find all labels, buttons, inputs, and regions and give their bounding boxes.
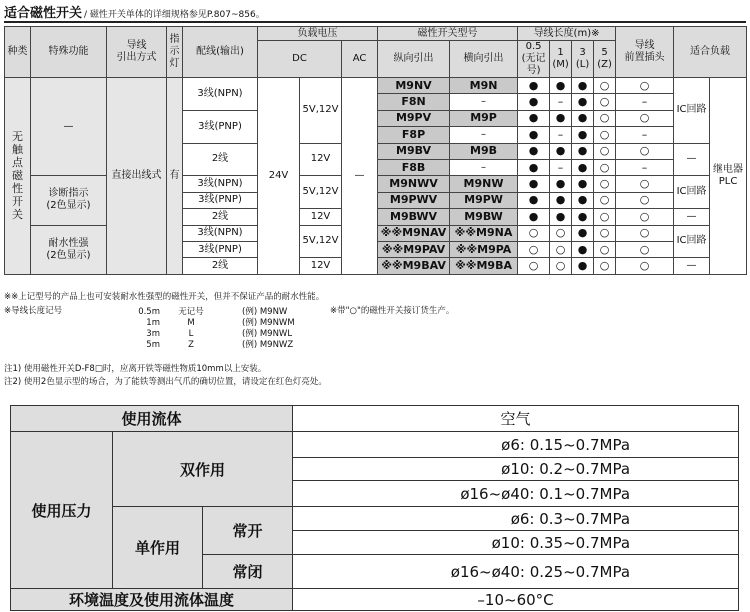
temperature-label: 环境温度及使用流体温度 bbox=[11, 589, 293, 611]
dc-voltage-cell: 12V bbox=[300, 143, 342, 176]
len-5-mark: ○ bbox=[594, 110, 616, 126]
len-1-mark: ○ bbox=[550, 241, 572, 257]
horizontal-model: ※※M9BA bbox=[450, 258, 518, 274]
header-lead-entry: 导线 引出方式 bbox=[107, 27, 167, 78]
connector-mark: – bbox=[616, 159, 674, 175]
single-acting-value: ø10: 0.35~0.7MPa bbox=[293, 531, 739, 555]
len-5-mark: ○ bbox=[594, 241, 616, 257]
len-5-mark: ○ bbox=[594, 225, 616, 241]
temperature-value: –10~60°C bbox=[293, 589, 739, 611]
table-row bbox=[5, 78, 747, 94]
switch-table bbox=[4, 26, 747, 275]
header-switch-model: 磁性开关型号 bbox=[378, 27, 518, 41]
function-water-cell: 耐水性强 (2色显示) bbox=[31, 225, 107, 274]
note-length-code-label: ※导线长度记号 bbox=[4, 306, 63, 316]
vertical-model: M9NV bbox=[378, 78, 450, 94]
len-5-mark: ○ bbox=[594, 176, 616, 192]
length-example: (例) M9NWL bbox=[242, 329, 293, 339]
vertical-model: M9PWV bbox=[378, 192, 450, 208]
connector-mark: ○ bbox=[616, 78, 674, 94]
len-5-mark: ○ bbox=[594, 159, 616, 175]
header-len-05: 0.5 (无记号) bbox=[518, 41, 550, 78]
double-acting-value: ø6: 0.15~0.7MPa bbox=[293, 432, 739, 458]
len-5-mark: ○ bbox=[594, 192, 616, 208]
horizontal-model: M9N bbox=[450, 78, 518, 94]
horizontal-model: M9PW bbox=[450, 192, 518, 208]
wiring-cell: 3线(PNP) bbox=[183, 241, 258, 257]
note-1: 注1) 使用磁性开关D-F8□时，应离开铁等磁性物质10mm以上安装。 bbox=[4, 364, 267, 374]
dc-voltage-cell: 12V bbox=[300, 258, 342, 274]
load-relay-cell: 继电器 PLC bbox=[710, 78, 747, 275]
table-row bbox=[11, 432, 739, 458]
len-05-mark: ○ bbox=[518, 241, 550, 257]
connector-mark: ○ bbox=[616, 110, 674, 126]
horizontal-model: – bbox=[450, 159, 518, 175]
len-3-mark: ● bbox=[572, 94, 594, 110]
length-code: 无记号 bbox=[178, 307, 204, 317]
len-05-mark: ● bbox=[518, 110, 550, 126]
wiring-cell: 2线 bbox=[183, 258, 258, 274]
note-made-to-order: ※带"○"的磁性开关接订货生产。 bbox=[330, 306, 455, 316]
horizontal-model: M9P bbox=[450, 110, 518, 126]
vertical-model: F8P bbox=[378, 127, 450, 143]
connector-mark: ○ bbox=[616, 192, 674, 208]
len-3-mark: ● bbox=[572, 192, 594, 208]
len-5-mark: ○ bbox=[594, 143, 616, 159]
connector-mark: ○ bbox=[616, 143, 674, 159]
len-5-mark: ○ bbox=[594, 78, 616, 94]
len-3-mark: ● bbox=[572, 159, 594, 175]
fluid-label: 使用流体 bbox=[11, 406, 293, 432]
header-lead-length: 导线长度(m)※ bbox=[518, 27, 616, 41]
horizontal-model: ※※M9PA bbox=[450, 241, 518, 257]
fluid-value: 空气 bbox=[293, 406, 739, 432]
table-row bbox=[11, 406, 739, 432]
vertical-model: F8B bbox=[378, 159, 450, 175]
pressure-label: 使用压力 bbox=[11, 432, 113, 589]
function-none-cell: — bbox=[31, 78, 107, 176]
length-example: (例) M9NWZ bbox=[242, 340, 294, 350]
len-1-mark: ● bbox=[550, 192, 572, 208]
length-value: 0.5m bbox=[138, 307, 160, 317]
len-05-mark: ● bbox=[518, 209, 550, 225]
horizontal-model: – bbox=[450, 127, 518, 143]
len-1-mark: ● bbox=[550, 209, 572, 225]
len-3-mark: ● bbox=[572, 241, 594, 257]
ac-cell: — bbox=[342, 78, 378, 275]
len-3-mark: ● bbox=[572, 258, 594, 274]
connector-mark: ○ bbox=[616, 225, 674, 241]
vertical-model: M9BV bbox=[378, 143, 450, 159]
header-vertical-lead: 纵向引出 bbox=[378, 41, 450, 78]
header-connector: 导线 前置插头 bbox=[616, 27, 674, 78]
length-code: L bbox=[188, 329, 194, 339]
len-3-mark: ● bbox=[572, 176, 594, 192]
connector-mark: ○ bbox=[616, 241, 674, 257]
connector-mark: ○ bbox=[616, 258, 674, 274]
len-1-mark: – bbox=[550, 127, 572, 143]
single-acting-value: ø16~ø40: 0.25~0.7MPa bbox=[293, 555, 739, 589]
len-3-mark: ● bbox=[572, 225, 594, 241]
load-ic-cell: IC回路 bbox=[674, 225, 710, 258]
single-acting-label: 单作用 bbox=[113, 507, 203, 589]
header-special-function: 特殊功能 bbox=[31, 27, 107, 78]
pressure-table bbox=[10, 405, 739, 611]
vertical-model: ※※M9BAV bbox=[378, 258, 450, 274]
length-value: 1m bbox=[146, 318, 160, 328]
load-dash-cell: — bbox=[674, 258, 710, 274]
wiring-cell: 3线(NPN) bbox=[183, 176, 258, 192]
len-1-mark: – bbox=[550, 159, 572, 175]
length-code: M bbox=[187, 318, 195, 328]
len-1-mark: ● bbox=[550, 143, 572, 159]
section-title bbox=[4, 2, 265, 20]
len-1-mark: – bbox=[550, 94, 572, 110]
load-dash-cell: — bbox=[674, 209, 710, 225]
length-code: Z bbox=[188, 340, 194, 350]
len-5-mark: ○ bbox=[594, 127, 616, 143]
length-example: (例) M9NW bbox=[242, 307, 288, 317]
dc-voltage-cell: 5V,12V bbox=[300, 176, 342, 209]
horizontal-model: M9BW bbox=[450, 209, 518, 225]
header-len-1: 1 (M) bbox=[550, 41, 572, 78]
wiring-cell: 2线 bbox=[183, 209, 258, 225]
load-ic-cell: IC回路 bbox=[674, 78, 710, 144]
header-horizontal-lead: 横向引出 bbox=[450, 41, 518, 78]
vertical-model: ※※M9PAV bbox=[378, 241, 450, 257]
horizontal-model: M9B bbox=[450, 143, 518, 159]
len-5-mark: ○ bbox=[594, 94, 616, 110]
connector-mark: – bbox=[616, 94, 674, 110]
header-load-voltage: 负载电压 bbox=[258, 27, 378, 41]
len-1-mark: ● bbox=[550, 176, 572, 192]
title-rule bbox=[4, 21, 746, 23]
len-05-mark: ○ bbox=[518, 225, 550, 241]
len-05-mark: ● bbox=[518, 159, 550, 175]
wiring-cell: 2线 bbox=[183, 143, 258, 176]
length-value: 3m bbox=[146, 329, 160, 339]
double-acting-label: 双作用 bbox=[113, 432, 293, 507]
len-05-mark: ● bbox=[518, 127, 550, 143]
horizontal-model: ※※M9NA bbox=[450, 225, 518, 241]
header-ac: AC bbox=[342, 41, 378, 78]
len-05-mark: ● bbox=[518, 192, 550, 208]
note-2: 注2) 使用2色显示型的场合，为了能铁等测出气爪的确切位置，请设定在红色灯亮处。 bbox=[4, 377, 327, 387]
len-05-mark: ● bbox=[518, 143, 550, 159]
len-3-mark: ● bbox=[572, 78, 594, 94]
load-dash-cell: — bbox=[674, 143, 710, 176]
double-acting-value: ø16~ø40: 0.1~0.7MPa bbox=[293, 481, 739, 507]
vertical-model: M9NWV bbox=[378, 176, 450, 192]
header-len-5: 5 (Z) bbox=[594, 41, 616, 78]
len-3-mark: ● bbox=[572, 110, 594, 126]
len-1-mark: ● bbox=[550, 110, 572, 126]
horizontal-model: M9NW bbox=[450, 176, 518, 192]
single-acting-value: ø6: 0.3~0.7MPa bbox=[293, 507, 739, 531]
dc-voltage-cell: 5V,12V bbox=[300, 78, 342, 144]
double-acting-value: ø10: 0.2~0.7MPa bbox=[293, 458, 739, 481]
load-ic-cell: IC回路 bbox=[674, 176, 710, 209]
header-len-3: 3 (L) bbox=[572, 41, 594, 78]
header-dc: DC bbox=[258, 41, 342, 78]
len-05-mark: ○ bbox=[518, 258, 550, 274]
wiring-cell: 3线(NPN) bbox=[183, 78, 258, 111]
table-row bbox=[11, 507, 739, 531]
dc-24v-cell: 24V bbox=[258, 78, 300, 275]
len-1-mark: ○ bbox=[550, 258, 572, 274]
header-indicator: 指 示 灯 bbox=[167, 27, 183, 78]
dc-voltage-cell: 12V bbox=[300, 209, 342, 225]
len-1-mark: ● bbox=[550, 78, 572, 94]
section-title-main: 适合磁性开关 bbox=[4, 6, 83, 21]
connector-mark: ○ bbox=[616, 176, 674, 192]
connector-mark: – bbox=[616, 127, 674, 143]
connector-mark: ○ bbox=[616, 209, 674, 225]
type-cell: 无 触 点 磁 性 开 关 bbox=[5, 78, 31, 275]
len-3-mark: ● bbox=[572, 143, 594, 159]
function-diag-cell: 诊断指示 (2色显示) bbox=[31, 176, 107, 225]
header-applicable-load: 适合负载 bbox=[674, 27, 747, 78]
table-row bbox=[11, 589, 739, 611]
len-5-mark: ○ bbox=[594, 209, 616, 225]
vertical-model: F8N bbox=[378, 94, 450, 110]
wiring-cell: 3线(PNP) bbox=[183, 192, 258, 208]
header-type: 种类 bbox=[5, 27, 31, 78]
section-title-subtitle: / 磁性开关单体的详细规格参见P.807~856。 bbox=[84, 10, 265, 20]
horizontal-model: – bbox=[450, 94, 518, 110]
len-5-mark: ○ bbox=[594, 258, 616, 274]
len-3-mark: ● bbox=[572, 127, 594, 143]
vertical-model: ※※M9NAV bbox=[378, 225, 450, 241]
len-05-mark: ● bbox=[518, 176, 550, 192]
dc-voltage-cell: 5V,12V bbox=[300, 225, 342, 258]
header-wiring: 配线(输出) bbox=[183, 27, 258, 78]
wiring-cell: 3线(NPN) bbox=[183, 225, 258, 241]
vertical-model: M9PV bbox=[378, 110, 450, 126]
length-example: (例) M9NWM bbox=[242, 318, 295, 328]
normally-closed-label: 常闭 bbox=[203, 555, 293, 589]
len-05-mark: ● bbox=[518, 94, 550, 110]
len-3-mark: ● bbox=[572, 209, 594, 225]
len-1-mark: ○ bbox=[550, 225, 572, 241]
vertical-model: M9BWV bbox=[378, 209, 450, 225]
indicator-cell: 有 bbox=[167, 78, 183, 275]
note-waterproof: ※※上记型号的产品上也可安装耐水性强型的磁性开关，但并不保证产品的耐水性能。 bbox=[4, 292, 325, 302]
lead-entry-cell: 直接出线式 bbox=[107, 78, 167, 275]
wiring-cell: 3线(PNP) bbox=[183, 110, 258, 143]
len-05-mark: ● bbox=[518, 78, 550, 94]
normally-open-label: 常开 bbox=[203, 507, 293, 555]
length-value: 5m bbox=[146, 340, 160, 350]
